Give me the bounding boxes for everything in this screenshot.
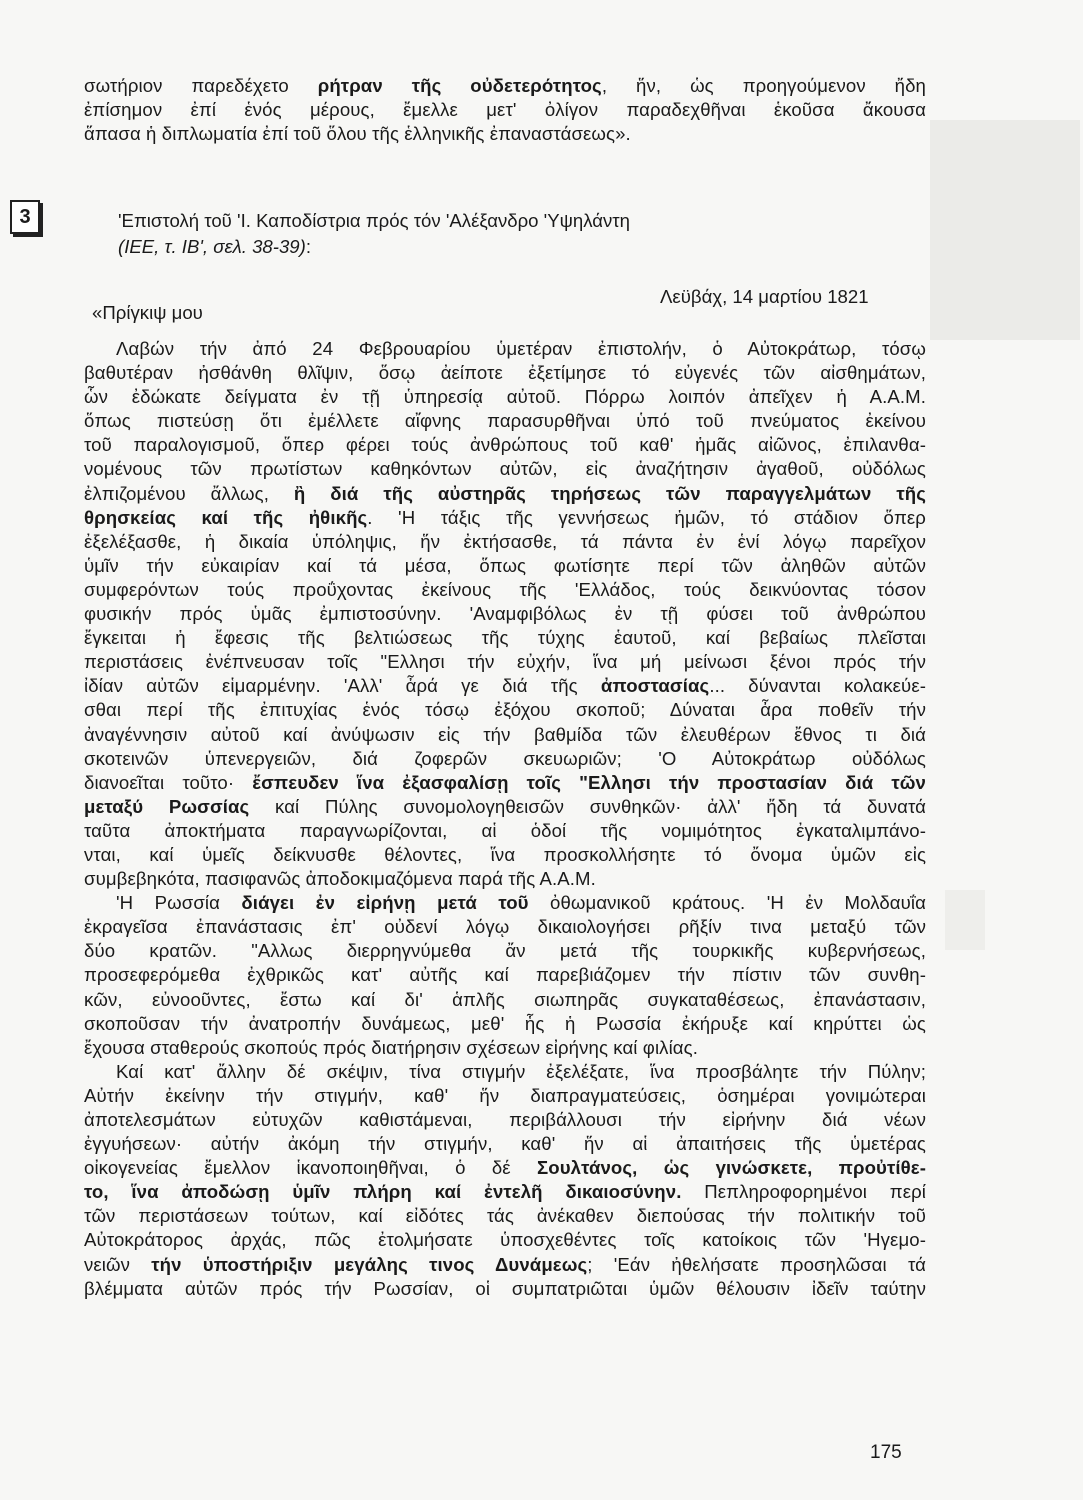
text-line: συμβεβηκότα, πασιφανῶς ἀποδοκιμαζόμενα παρά τῆς Α.Α.Μ. bbox=[84, 868, 596, 890]
text-line: κῶν, εὐνοοῦντες, ἔστω καί δι' ἁπλῆς σιωπηρᾶς συγκαταθέσεως, ἐπανάστασιν, bbox=[84, 988, 926, 1010]
text-line: Λαβών τήν ἀπό 24 Φεβρουαρίου ὑμετέραν ἐπιστολήν, ὁ Αὐτοκράτωρ, τόσῳ bbox=[116, 338, 926, 359]
text-line: μεταξύ Ρωσσίας καί Πύλης συνομολογηθεισῶν συνθηκῶν· ἀλλ' ἤδη τά δυνατά bbox=[84, 795, 926, 817]
text-line: προσεφερόμεθα ἐχθρικῶς κατ' αὐτῆς καί παρεβιάζομεν τήν πίστιν τῶν συνθη- bbox=[84, 964, 926, 986]
source-reference-italic: (ΙΕΕ, τ. ΙΒ', σελ. 38-39) bbox=[118, 236, 306, 257]
text-line: συμφερόντων τούς προΰχοντας ἐκείνους τῆς 'Ελλάδος, τούς δεικνύοντας τόσον bbox=[84, 578, 926, 600]
text-line: τῶν περιστάσεων τούτων, καί εἰδότες τάς ἀνέκαθεν διεπούσας τήν πολιτικήν τοῦ bbox=[84, 1205, 926, 1227]
text-line: νειῶν τήν ὑποστήριξιν μεγάλης τινος Δυνάμεως; 'Εάν ἠθελήσατε προσηλῶσαι τά bbox=[84, 1253, 926, 1275]
text-line: το, ἵνα ἀποδώσῃ ὑμῖν πλήρη καί ἐντελῆ δικαιοσύνην. Πεπληροφορημένοι περί bbox=[84, 1181, 927, 1203]
source-citation bbox=[118, 208, 630, 260]
text-line: οἰκογενείας ἔμελλον ἱκανοποιηθῆναι, ὁ δέ Σουλτάνος, ὡς γινώσκετε, προὐτίθε- bbox=[84, 1157, 927, 1179]
text-line: δύο κρατῶν. "Αλλως διερρηγνύμεθα ἄν μετά τῆς τουρκικῆς κυβερνήσεως, bbox=[84, 940, 926, 962]
text-line: ἐγγυήσεων· αὐτήν ἀκόμη τήν στιγμήν, καθ' ἥν αἱ ἀπαιτήσεις τῆς ὑμετέρας bbox=[84, 1133, 926, 1155]
text-line: ἐπίσημον ἐπί ἑνός μέρους, ἔμελλε μετ' ὀλίγον παραδεχθῆναι ἑκοῦσα ἄκουσα bbox=[84, 99, 926, 121]
text-line: ἐξελέξασθε, ἡ δικαία ὑπόληψις, ἥν ἐκτήσασθε, τά πάντα ἐν ἑνί λόγῳ παρεῖχον bbox=[84, 530, 926, 552]
text-line: σκοποῦσαν τήν ἀνατροπήν δυνάμεως, μεθ' ἧς ἡ Ρωσσία ἐκήρυξε καί κηρύττει ὡς bbox=[84, 1012, 926, 1034]
text-line: σθαι περί τῆς ἐπιτυχίας ἑνός τόσῳ ἐξόχου σκοποῦ; Δύναται ἆρα ποθεῖν τήν bbox=[84, 699, 926, 721]
source-title: 'Επιστολή τοῦ 'Ι. Καποδίστρια πρός τόν 'Αλέξανδρο 'Υψηλάντη bbox=[118, 210, 630, 231]
text-line: ἰδίαν αὐτῶν εἱμαρμένην. 'Αλλ' ἆρά γε διά τῆς ἀποστασίας... δύνανται κολακεύε- bbox=[84, 675, 926, 697]
text-line: ἅπασα ἡ διπλωματία ἐπί τοῦ ὅλου τῆς ἑλληνικῆς ἐπαναστάσεως». bbox=[84, 123, 631, 145]
bleed-through-marker bbox=[945, 890, 985, 950]
text-line: βλέμματα αὐτῶν πρός τήν Ρωσσίαν, οἱ συμπατριῶται ὑμῶν θέλουσιν ἰδεῖν ταύτην bbox=[84, 1277, 926, 1299]
text-line: νται, καί ὑμεῖς δείκνυσθε θέλοντες, ἵνα προσκολλήσητε τό ὄνομα ὑμῶν εἰς bbox=[84, 843, 926, 865]
letter-salutation: «Πρίγκιψ μου bbox=[92, 302, 203, 323]
text-line: ἔγκειται ἡ ἔφεσις τῆς βελτιώσεως τῆς τύχης ἑαυτοῦ, καί βεβαίως πλεῖσται bbox=[84, 627, 926, 649]
text-line: θρησκείας καί τῆς ἠθικῆς. 'Η τάξις τῆς γεννήσεως ἡμῶν, τό στάδιον ὅπερ bbox=[84, 506, 926, 528]
text-line: ἀναγέννησιν αὐτοῦ καί ἀνύψωσιν εἰς τήν βαθμίδα τῶν ἐλευθέρων ἔθνος τι διά bbox=[84, 723, 926, 745]
text-line: περιστάσεις ἐνέπνευσαν τοῖς "Ελλησι τήν εὐχήν, ἵνα μή μείνωσι ξένοι πρός τήν bbox=[84, 651, 926, 673]
text-line: σωτήριον παρεδέχετο ρήτραν τῆς οὐδετερότητος, ἥν, ὡς προηγούμενον ἤδη bbox=[84, 75, 926, 96]
text-line: ἐλπιζομένου ἄλλως, ἢ διά τῆς αὐστηρᾶς τηρήσεως τῶν παραγγελμάτων τῆς bbox=[84, 482, 926, 504]
text-line: ὅπως πιστεύσῃ ὅτι ἐμέλλετε αἴφνης παρασυρθῆναι ὑπό τοῦ πνεύματος ἐκείνου bbox=[84, 410, 926, 432]
text-line: βαθυτέραν ἠσθάνθη θλῖψιν, ὅσῳ ἀείποτε ἐξετίμησε τό εὐγενές τῶν αἰσθημάτων, bbox=[84, 362, 926, 384]
text-line: Αὐτοκράτορος ἀρχάς, πῶς ἐτολμήσατε ὑποσχεθέντες τοῖς κατοίκοις τῶν 'Ηγεμο- bbox=[84, 1229, 926, 1251]
text-line: Αὐτήν ἐκείνην τήν στιγμήν, καθ' ἥν διαπραγματεύσεις, ὁσημέραι γονιμώτεραι bbox=[84, 1084, 926, 1106]
source-reference-colon: : bbox=[305, 236, 312, 257]
text-line: ἐκραγεῖσα ἐπανάστασις ἐπ' οὐδενί λόγῳ δικαιολογήσει ρῆξίν τινα μεταξύ τῶν bbox=[84, 916, 926, 938]
text-line: φυσικήν πρός ὑμᾶς ἐμπιστοσύνην. 'Αναμφιβόλως ἐν τῇ φύσει τοῦ ἀνθρώπου bbox=[84, 603, 926, 625]
letter-body bbox=[84, 337, 926, 1301]
text-line: Καί κατ' ἄλλην δέ σκέψιν, τίνα στιγμήν ἐξελέξατε, ἵνα προσβάλητε τήν Πύλην; bbox=[116, 1060, 926, 1082]
text-line: τοῦ παραλογισμοῦ, ὅπερ φέρει τούς ἀνθρώπους τοῦ καθ' ἡμᾶς αἰῶνος, ἐπιλανθα- bbox=[84, 434, 926, 456]
text-line: ταῦτα ἀποκτήματα παραγνωρίζονται, αἱ ὁδοί τῆς νομιμότητος ἐγκαταλιμπάνο- bbox=[84, 819, 926, 841]
text-line: διανοεῖται τοῦτο· ἔσπευδεν ἵνα ἐξασφαλίσῃ τοῖς "Ελλησι τήν προστασίαν διά τῶν bbox=[84, 771, 926, 793]
letter-date: Λεϋβάχ, 14 μαρτίου 1821 bbox=[660, 286, 869, 307]
text-line: ἔχουσα σταθερούς σκοπούς πρός διατήρησιν σχέσεων εἰρήνης καί φιλίας. bbox=[84, 1036, 698, 1058]
text-line: ὧν ἐδώκατε δείγματα ἐν τῇ ὑπηρεσίᾳ αὐτοῦ. Πόρρω λοιπόν ἀπεῖχεν ἡ Α.Α.Μ. bbox=[84, 386, 926, 408]
text-line: ὑμῖν τήν εὐκαιρίαν καί τά μέσα, ὅπως φωτίσητε περί τῶν ἀληθῶν αὐτῶν bbox=[84, 554, 926, 576]
intro-paragraph bbox=[84, 74, 926, 146]
page-number: 175 bbox=[870, 1442, 902, 1463]
text-line: σκοτεινῶν ὑπενεργειῶν, διά ζοφερῶν σκευωριῶν; 'Ο Αὐτοκράτωρ οὐδόλως bbox=[84, 747, 926, 769]
text-line: ἀποτελεσμάτων εὐτυχῶν καθιστάμεναι, περιβάλλουσι τήν εἰρήνην διά νέων bbox=[84, 1109, 926, 1130]
section-marker: 3 bbox=[10, 200, 40, 234]
text-line: νομένους τῶν πρωτίστων καθηκόντων αὐτῶν, εἰς ἀναζήτησιν ἀγαθοῦ, οὐδόλως bbox=[84, 458, 926, 480]
source-reference bbox=[118, 234, 630, 260]
text-line: 'Η Ρωσσία διάγει ἐν εἰρήνῃ μετά τοῦ ὀθωμανικοῦ κράτους. 'Η ἐν Μολδαυΐα bbox=[116, 892, 926, 914]
bleed-through-shadow bbox=[930, 120, 1080, 340]
